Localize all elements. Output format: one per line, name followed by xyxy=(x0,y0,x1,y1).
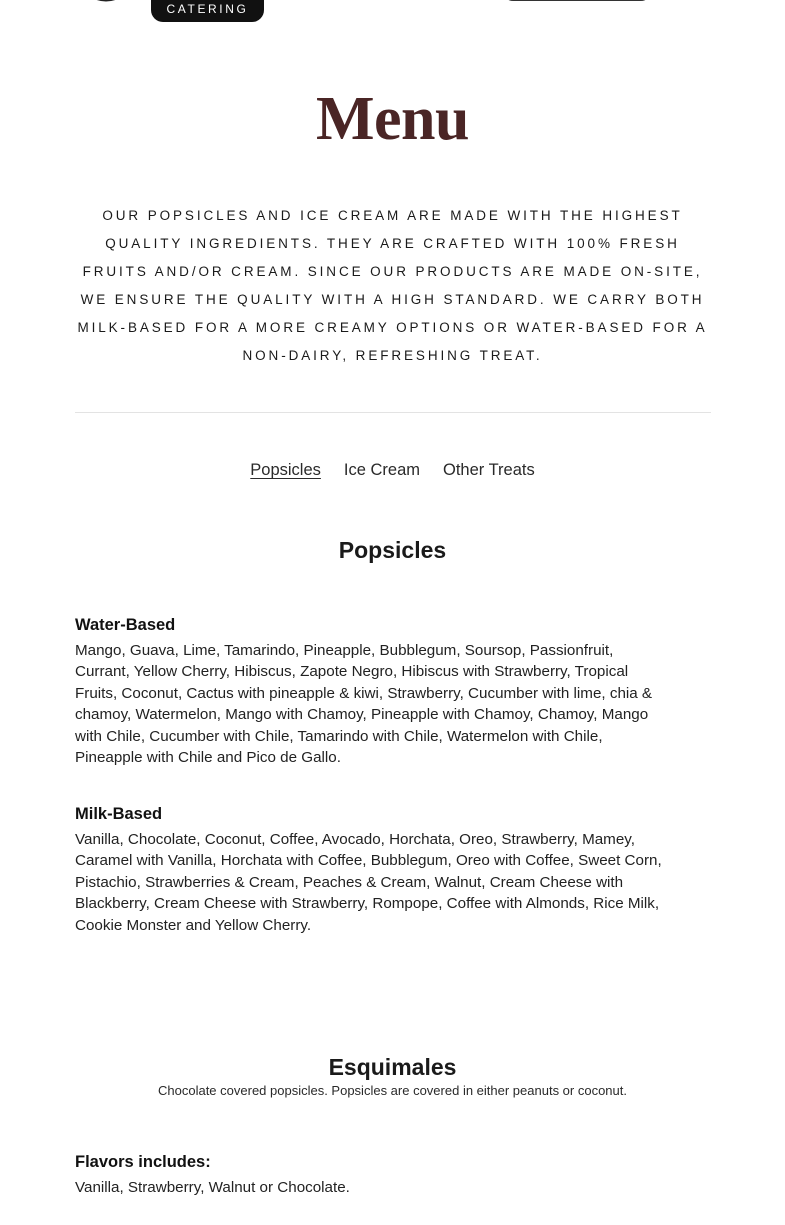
group-body-flavors: Vanilla, Strawberry, Walnut or Chocolate. xyxy=(75,1179,350,1196)
catering-button[interactable] xyxy=(151,0,264,22)
group-heading-milk-based: Milk-Based xyxy=(75,805,163,823)
header-nav-button[interactable] xyxy=(503,0,651,1)
menu-tabs xyxy=(0,458,785,482)
menu-intro-text: OUR POPSICLES AND ICE CREAM ARE MADE WITH THE HIGHEST QUALITY INGREDIENTS. THEY ARE CRAFTED WITH 100% FRESH FRUITS AND/OR CREAM. SINCE OUR PRODUCTS ARE MADE ON-SITE, WE ENSURE THE QUALITY WITH A HIGH STANDARD. WE CARRY BOTH MILK-BASED FOR A MORE CREAMY OPTIONS OR WATER-BASED FOR A NON-DAIRY, REFRESHING TREAT. xyxy=(77,208,708,363)
group-body-milk-based: Vanilla, Chocolate, Coconut, Coffee, Avocado, Horchata, Oreo, Strawberry, Mamey, Caramel with Vanilla, Horchata with Coffee, Bubblegum, Oreo with Coffee, Sweet Corn, Pistachio, Strawberries & Cream, Peaches & Cream, Walnut, Cream Cheese with Blackberry, Cream Cheese with Strawberry, Rompope, Coffee with Almonds, Rice Milk, Cookie Monster and Yellow Cherry. xyxy=(75,831,662,934)
divider xyxy=(75,412,711,413)
tab-ice-cream[interactable]: Ice Cream xyxy=(343,461,421,479)
tab-popsicles[interactable]: Popsicles xyxy=(250,461,321,479)
catering-button-label: CATERING xyxy=(166,2,249,16)
section-title-esquimales: Esquimales xyxy=(328,1054,457,1080)
group-heading-flavors: Flavors includes: xyxy=(75,1153,211,1171)
logo[interactable] xyxy=(84,0,128,8)
esquimales-subtitle: Chocolate covered popsicles. Popsicles are covered in either peanuts or coconut. xyxy=(158,1083,627,1098)
group-body-water-based: Mango, Guava, Lime, Tamarindo, Pineapple, Bubblegum, Soursop, Passionfruit, Currant, Yellow Cherry, Hibiscus, Zapote Negro, Hibiscus with Strawberry, Tropical Fruits, Coconut, Cactus with pineapple & kiwi, Strawberry, Cucumber with lime, chia & chamoy, Watermelon, Mango with Chamoy, Pineapple with Chamoy, Chamoy, Mango with Chile, Cucumber with Chile, Tamarindo with Chile, Watermelon with Chile, Pineapple with Chile and Pico de Gallo. xyxy=(75,642,653,767)
tab-other-treats[interactable]: Other Treats xyxy=(443,461,535,479)
page-title: Menu xyxy=(316,85,469,153)
group-heading-water-based: Water-Based xyxy=(75,616,176,634)
section-title-popsicles: Popsicles xyxy=(338,537,447,563)
